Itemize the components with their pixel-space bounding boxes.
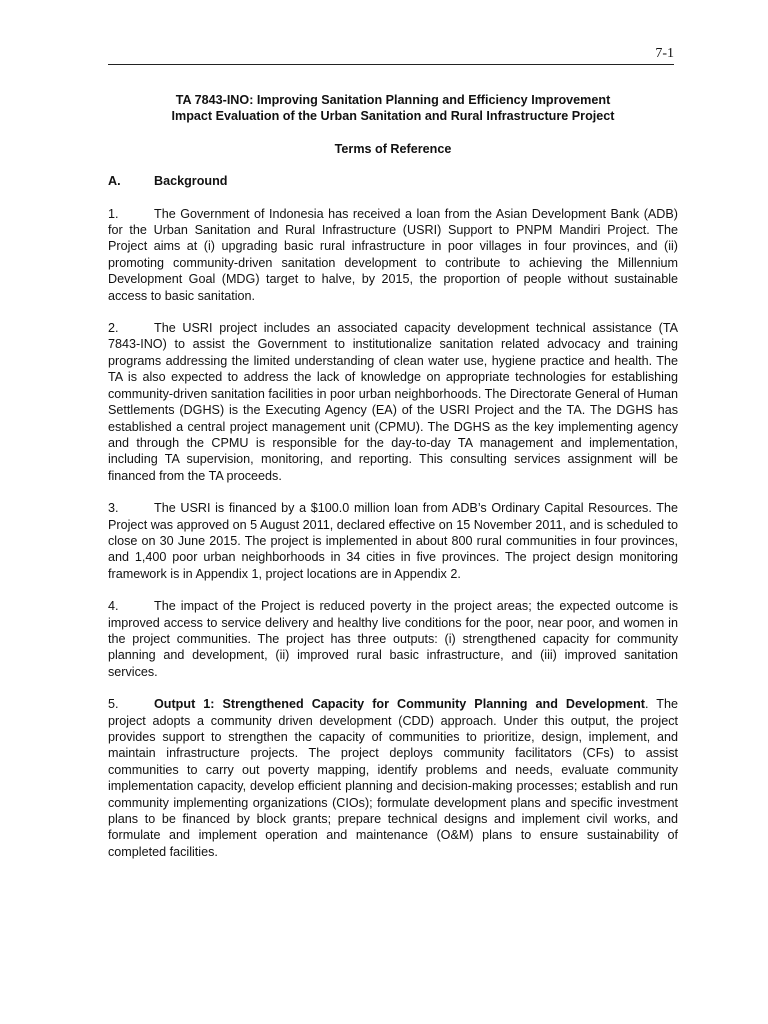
paragraph-text: The USRI is financed by a $100.0 million loan from ADB’s Ordinary Capital Resources. The Project was approved on 5 August 2011, declared effective on 15 November 2011, and is scheduled to close on 30 June 2015. The project is implemented in about 800 rural communities in four provinces, and 1,400 poor urban neighborhoods in 34 cities in five provinces. The project design monitoring framework is in Appendix 1, project locations are in Appendix 2.	[108, 501, 678, 581]
paragraph-text: The Government of Indonesia has received a loan from the Asian Development Bank (ADB) for the Urban Sanitation and Rural Infrastructure (USRI) Support to PNPM Mandiri Project. The Project aims at (i) upgrading basic rural infrastructure in poor villages in four provinces, and (ii) promoting community-driven sanitation development to contribute to achieving the Millennium Development Goal (MDG) target to halve, by 2015, the proportion of people without sustainable access to basic sanitation.	[108, 206, 678, 303]
paragraph-text: The USRI project includes an associated capacity development technical assistance (TA 7843-INO) to assist the Government to institutionalize sanitation related advocacy and training programs addressing the limited understanding of clean water use, hygiene practice and health. The TA is also expected to address the lack of knowledge on appropriate technologies for establishing community-driven sanitation facilities in poor urban neighborhoods. The Directorate General of Human Settlements (DGHS) is the Executing Agency (EA) of the USRI Project and the TA. The DGHS has established a central project management unit (CPMU). The DGHS as the key implementing agency and through the CPMU is responsible for the day-to-day TA management and implementation, including TA supervision, monitoring, and reporting. This consulting services assignment will be financed from the TA proceeds.	[108, 321, 678, 483]
section-letter: A.	[108, 174, 121, 189]
paragraph-5	[108, 696, 678, 860]
section-heading	[108, 173, 678, 189]
document-title	[108, 92, 678, 125]
page-number: 7-1	[655, 46, 674, 61]
paragraph-text: The impact of the Project is reduced poverty in the project areas; the expected outcome is improved access to service delivery and healthy live conditions for the poor, near poor, and women in the project communities. The project has three outputs: (i) strengthened capacity for community planning and development, (ii) improved rural basic infrastructure, and (iii) improved sanitation services.	[108, 599, 678, 679]
paragraph-number: 1.	[108, 206, 119, 221]
paragraph-3	[108, 500, 678, 582]
title-line-1: TA 7843-INO: Improving Sanitation Planning and Efficiency Improvement	[175, 93, 611, 107]
paragraph-2	[108, 320, 678, 484]
paragraph-number: 5.	[108, 697, 119, 712]
paragraph-bold-lead: Output 1: Strengthened Capacity for Community Planning and Development	[154, 697, 645, 712]
paragraph-1	[108, 206, 678, 304]
paragraph-4	[108, 598, 678, 680]
paragraph-text: . The project adopts a community driven development (CDD) approach. Under this output, the project provides support to strengthen the capacity of communities to prioritize, design, implement, and maintain infrastructure projects. The project deploys community facilitators (CFs) to assist communities to carry out poverty mapping, identify problems and needs, evaluate community implementation capacity, develop efficient planning and decision-making processes; establish and run community implementing organizations (CIOs); formulate development plans and specific investment plans to be financed by block grants; prepare technical designs and implement civil works, and formulate and implement operation and maintenance (O&M) plans to ensure sustainability of completed facilities.	[108, 697, 678, 859]
paragraph-number: 2.	[108, 321, 119, 336]
header-rule	[108, 64, 674, 65]
title-line-2: Impact Evaluation of the Urban Sanitation and Rural Infrastructure Project	[171, 109, 615, 124]
paragraph-number: 3.	[108, 501, 119, 516]
section-title: Background	[154, 174, 228, 189]
paragraph-number: 4.	[108, 599, 119, 614]
document-body	[108, 92, 678, 860]
subtitle: Terms of Reference	[334, 141, 452, 156]
